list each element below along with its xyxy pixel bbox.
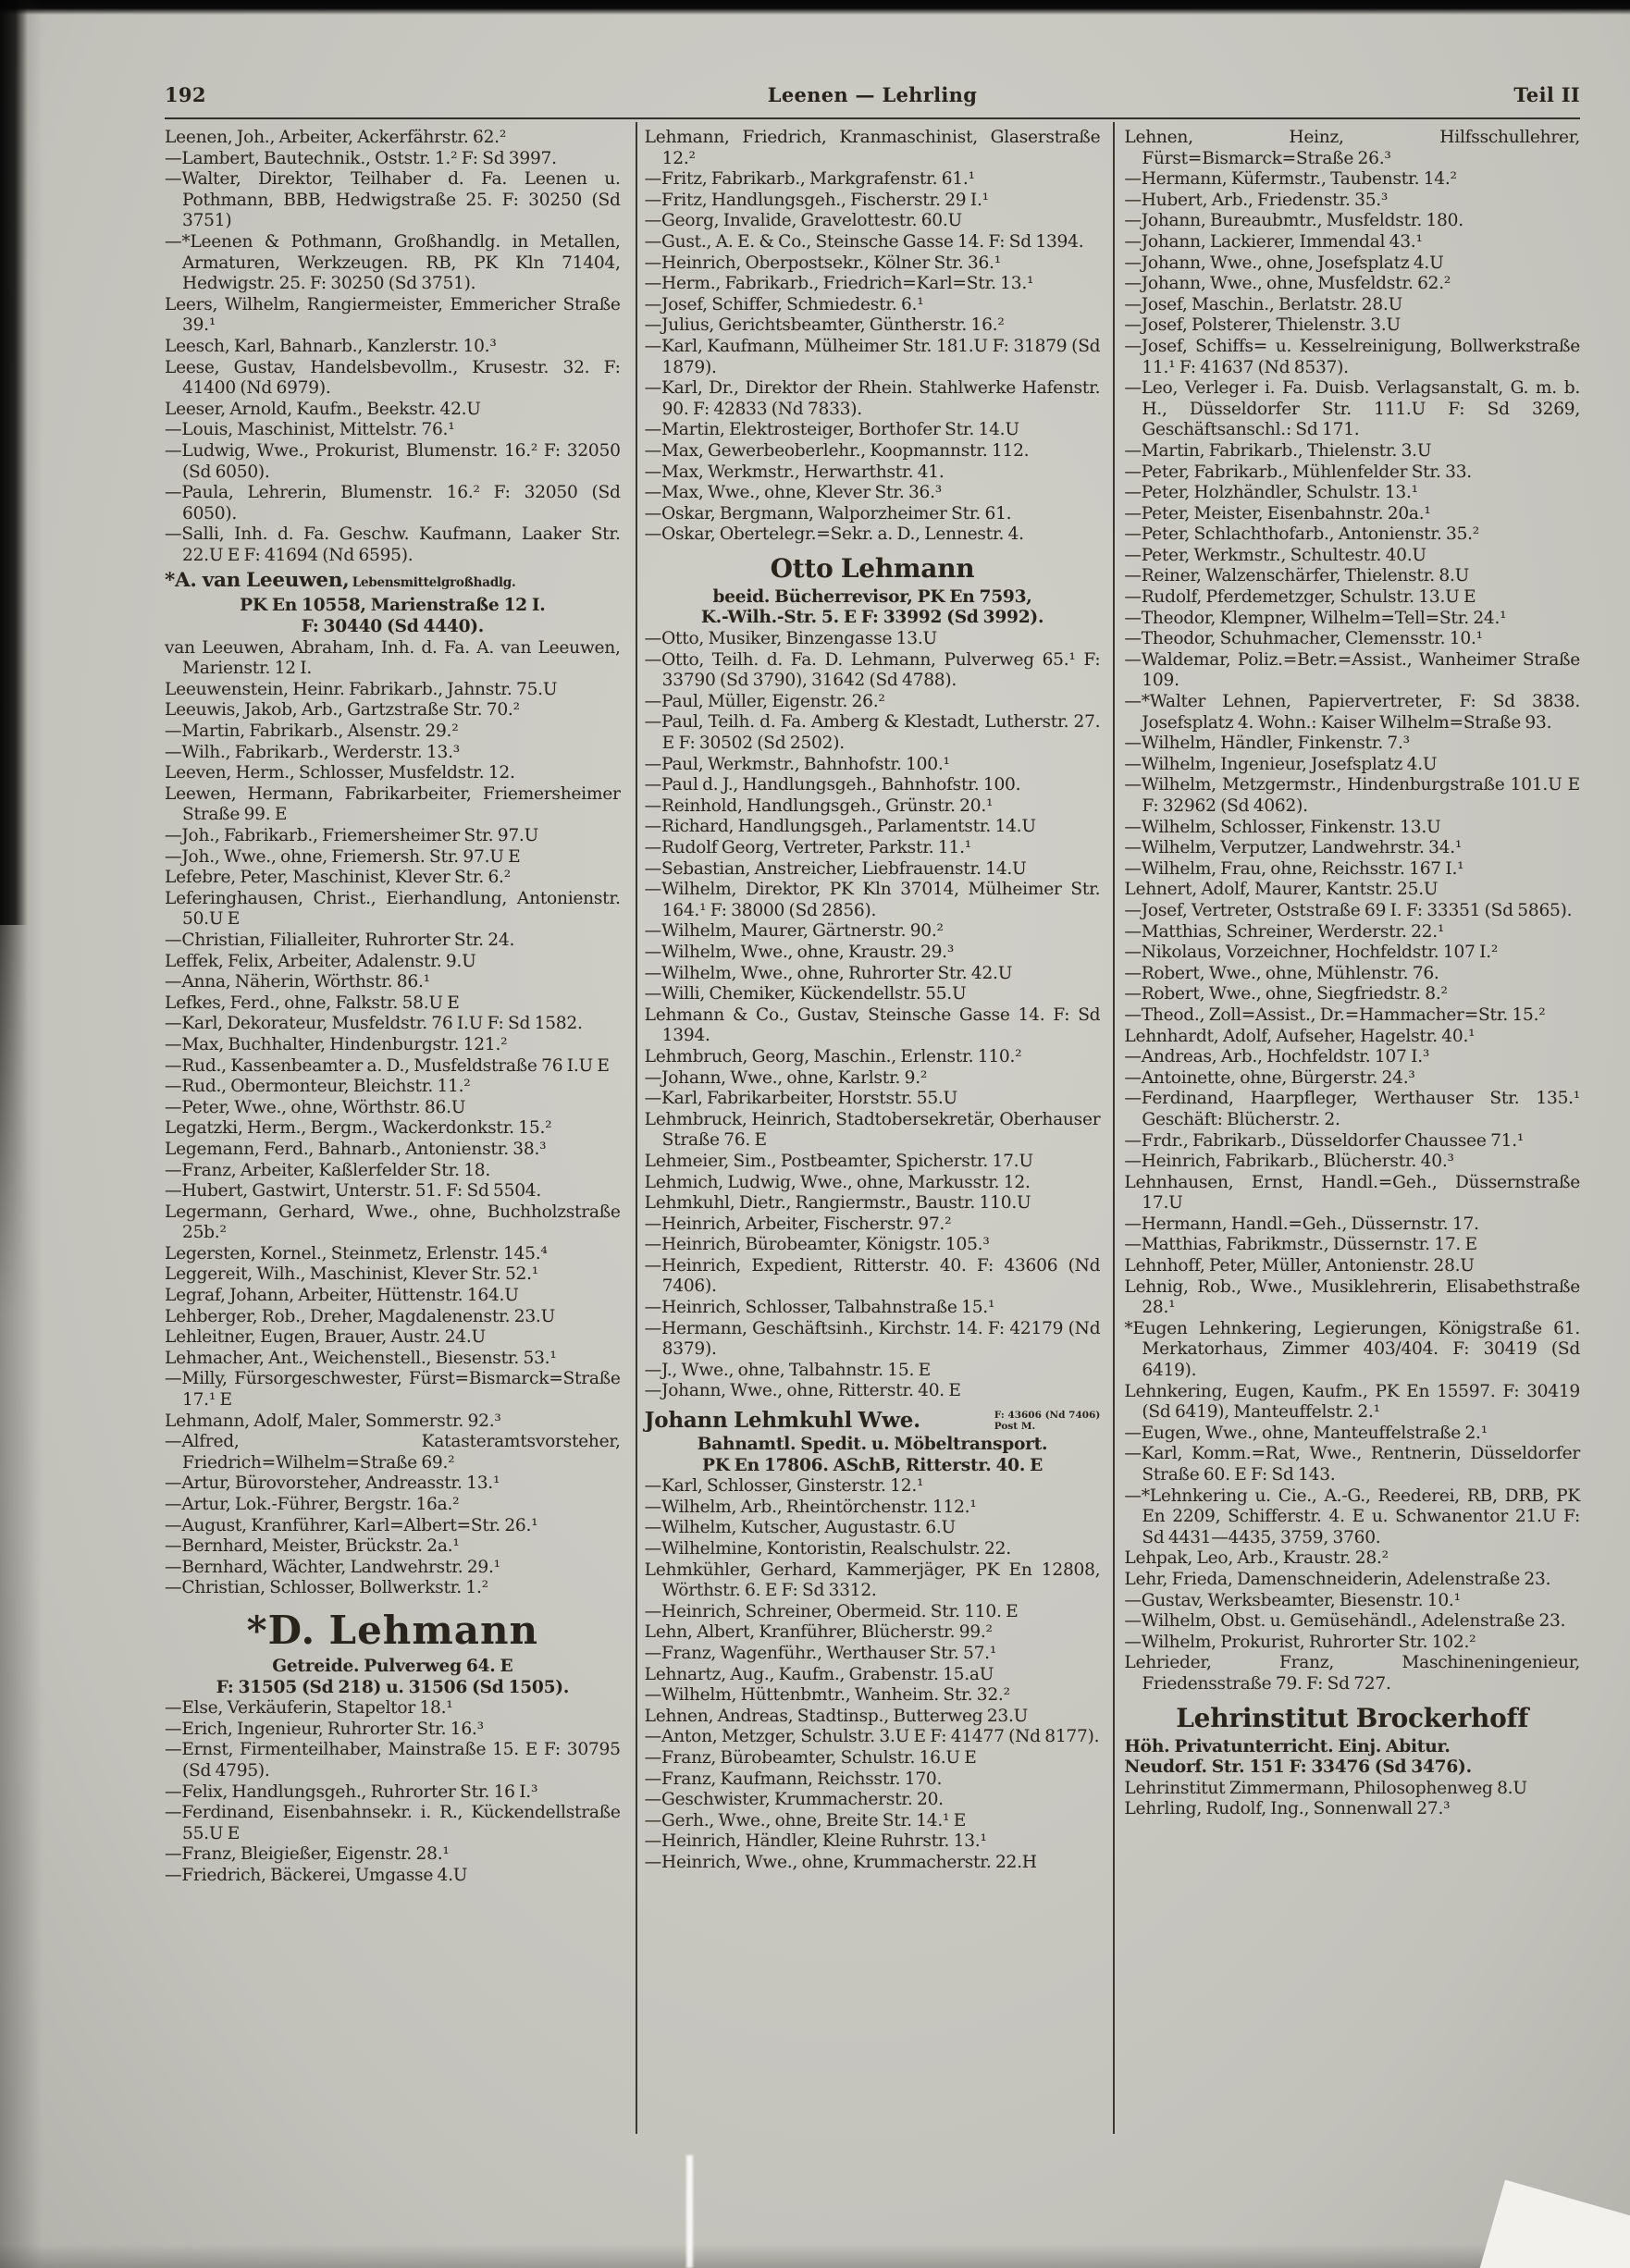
directory-entry: —Wilhelm, Maurer, Gärtnerstr. 90.² <box>644 921 944 942</box>
directory-entry: Lehpak, Leo, Arb., Kraustr. 28.² <box>1124 1548 1389 1569</box>
directory-columns <box>165 128 1580 1887</box>
directory-entry: —Wilhelm, Metzgermstr., Hindenburgstraße 101.U E F: 32962 (Sd 4062). <box>1124 775 1581 816</box>
directory-entry: Lefebre, Peter, Maschinist, Klever Str. 6.² <box>165 868 511 888</box>
directory-entry: —*Walter Lehnen, Papiervertreter, F: Sd 3838. Josefsplatz 4. Wohn.: Kaiser Wilhelm=Straße 93. <box>1124 692 1581 733</box>
directory-entry: —Johann, Wwe., ohne, Karlstr. 9.² <box>644 1067 928 1088</box>
directory-entry: —Paul d. J., Handlungsgeh., Bahnhofstr. 100. <box>644 775 1021 795</box>
directory-entry: —Artur, Bürovorsteher, Andreasstr. 13.¹ <box>165 1473 500 1494</box>
directory-entry: —Reiner, Walzenschärfer, Thielenstr. 8.U <box>1124 566 1470 586</box>
directory-entry: —Louis, Maschinist, Mittelstr. 76.¹ <box>165 420 455 440</box>
directory-entry: —Wilhelm, Ingenieur, Josefsplatz 4.U <box>1124 754 1438 774</box>
directory-entry: —Paula, Lehrerin, Blumenstr. 16.² F: 32050 (Sd 6050). <box>165 483 621 524</box>
directory-entry: Leenen, Joh., Arbeiter, Ackerfährstr. 62.² <box>165 128 507 147</box>
directory-entry: Lehn, Albert, Kranführer, Blücherstr. 99.² <box>644 1622 993 1643</box>
directory-entry: —Heinrich, Schlosser, Talbahnstraße 15.¹ <box>644 1298 995 1318</box>
scan-edge-left <box>0 0 28 925</box>
header-rule <box>165 117 1580 119</box>
directory-entry: Lehleitner, Eugen, Brauer, Austr. 24.U <box>165 1327 486 1348</box>
directory-entry: —Sebastian, Anstreicher, Liebfrauenstr. 14.U <box>644 858 1027 879</box>
firm-heading-text: Johann Lehmkuhl Wwe. <box>644 1408 920 1434</box>
directory-entry: —Franz, Arbeiter, Kaßlerfelder Str. 18. <box>165 1160 491 1180</box>
directory-entry: —*Lehnkering u. Cie., A.-G., Reederei, RB, DRB, PK En 2209, Schifferstr. 4. E u. Schwanentor 21.U F: Sd 4431—4435, 3759, 3760. <box>1124 1485 1581 1547</box>
directory-entry: Lefkes, Ferd., ohne, Falkstr. 58.U E <box>165 992 460 1013</box>
directory-entry: —Alfred, Katasteramtsvorsteher, Friedrich=Wilhelm=Straße 69.² <box>165 1432 621 1473</box>
directory-entry: —Peter, Meister, Eisenbahnstr. 20a.¹ <box>1124 503 1431 524</box>
directory-entry: —Franz, Bleigießer, Eigenstr. 28.¹ <box>165 1844 450 1865</box>
directory-entry: —Theodor, Klempner, Wilhelm=Tell=Str. 24.¹ <box>1124 608 1507 628</box>
directory-entry: Lehnhoff, Peter, Müller, Antonienstr. 28.U <box>1124 1256 1475 1276</box>
directory-entry: —Josef, Maschin., Berlatstr. 28.U <box>1124 294 1403 314</box>
directory-entry: —Bernhard, Meister, Brückstr. 2a.¹ <box>165 1536 460 1557</box>
directory-entry: —Fritz, Fabrikarb., Markgrafenstr. 61.¹ <box>644 169 975 190</box>
directory-entry: —Bernhard, Wächter, Landwehrstr. 29.¹ <box>165 1557 500 1577</box>
scan-edge-left-fade <box>0 925 28 1313</box>
directory-entry: —Joh., Wwe., ohne, Friemersh. Str. 97.U E <box>165 846 521 867</box>
directory-entry: —Martin, Fabrikarb., Alsenstr. 29.² <box>165 721 459 742</box>
directory-entry: —Wilhelm, Obst. u. Gemüsehändl., Adelenstraße 23. <box>1124 1611 1566 1632</box>
firm-heading-text: *A. van Leeuwen, <box>165 569 350 593</box>
directory-entry: —Johann, Wwe., ohne, Ritterstr. 40. E <box>644 1381 961 1401</box>
firm-heading-lehmkuhl <box>645 1402 1101 1435</box>
directory-entry: Lehnhardt, Adolf, Aufseher, Hagelstr. 40.¹ <box>1124 1026 1476 1046</box>
firm-heading-note: F: 43606 (Nd 7406) Post M. <box>994 1410 1101 1432</box>
directory-entry: —Johann, Lackierer, Immendal 43.¹ <box>1124 231 1423 252</box>
scan-streak-artifact <box>686 2155 693 2268</box>
directory-entry: —Wilhelm, Direktor, PK Kln 37014, Mülheimer Str. 164.¹ F: 38000 (Sd 2856). <box>644 880 1101 920</box>
directory-entry: —Max, Buchhalter, Hindenburgstr. 121.² <box>165 1034 508 1054</box>
directory-entry: —Max, Gewerbeoberlehr., Koopmannstr. 112. <box>644 440 1030 461</box>
directory-entry: —Peter, Schlachthofarb., Antonienstr. 35.² <box>1124 524 1480 545</box>
directory-entry: Lehmann, Adolf, Maler, Sommerstr. 92.³ <box>165 1411 501 1431</box>
directory-entry: —Heinrich, Arbeiter, Fischerstr. 97.² <box>644 1214 952 1234</box>
directory-entry: Lehrling, Rudolf, Ing., Sonnenwall 27.³ <box>1124 1799 1451 1819</box>
directory-entry: Legatzki, Herm., Bergm., Wackerdonkstr. 15.² <box>165 1118 552 1139</box>
directory-entry: *Eugen Lehnkering, Legierungen, Königstraße 61. Merkatorhaus, Zimmer 403/404. F: 30419 (Sd 6419). <box>1124 1318 1581 1381</box>
directory-entry: Leeuwenstein, Heinr. Fabrikarb., Jahnstr. 75.U <box>165 679 558 699</box>
directory-entry: —Felix, Handlungsgeh., Ruhrorter Str. 16 I.³ <box>165 1781 538 1802</box>
directory-entry: —August, Kranführer, Karl=Albert=Str. 26.¹ <box>165 1515 538 1535</box>
directory-entry: F: 30440 (Sd 4440). <box>301 617 485 637</box>
directory-entry: —Christian, Schlosser, Bollwerkstr. 1.² <box>165 1578 488 1598</box>
directory-entry: —Lambert, Bautechnik., Oststr. 1.² F: Sd 3997. <box>165 148 557 168</box>
directory-entry: —Wilhelmine, Kontoristin, Realschulstr. 22. <box>644 1539 1011 1559</box>
directory-entry: —Willi, Chemiker, Kückendellstr. 55.U <box>644 984 967 1005</box>
directory-entry: Lehrieder, Franz, Maschineningenieur, Friedensstraße 79. F: Sd 727. <box>1124 1653 1581 1694</box>
directory-entry: —Oskar, Bergmann, Walporzheimer Str. 61. <box>644 503 1012 524</box>
directory-entry: Legersten, Kornel., Steinmetz, Erlenstr. 145.⁴ <box>165 1243 548 1263</box>
directory-column-1 <box>165 128 621 1887</box>
directory-entry: —Herm., Fabrikarb., Friedrich=Karl=Str. 13.¹ <box>644 274 1034 294</box>
directory-entry: —Robert, Wwe., ohne, Mühlenstr. 76. <box>1124 963 1439 983</box>
directory-entry: PK En 10558, Marienstraße 12 I. <box>240 596 546 616</box>
directory-entry: Leeuwis, Jakob, Arb., Gartzstraße Str. 70.² <box>165 700 520 721</box>
directory-entry: Leese, Gustav, Handelsbevollm., Krusestr. 32. F: 41400 (Nd 6979). <box>165 357 621 399</box>
directory-entry: Lehmacher, Ant., Weichenstell., Biesenstr. 53.¹ <box>165 1348 557 1368</box>
directory-entry: —Josef, Schiffer, Schmiedestr. 6.¹ <box>644 294 924 314</box>
directory-entry: —Karl, Dr., Direktor der Rhein. Stahlwerke Hafenstr. 90. F: 42833 (Nd 7833). <box>644 378 1101 419</box>
directory-entry: Lehmbruck, Heinrich, Stadtobersekretär, Oberhauser Straße 76. E <box>644 1109 1101 1151</box>
directory-entry: Neudorf. Str. 151 F: 33476 (Sd 3476). <box>1124 1757 1472 1778</box>
directory-entry: —Rud., Kassenbeamter a. D., Musfeldstraße 76 I.U E <box>165 1055 610 1076</box>
directory-entry: van Leeuwen, Abraham, Inh. d. Fa. A. van Leeuwen, Marienstr. 12 I. <box>165 637 621 679</box>
directory-entry: —Johann, Bureaubmtr., Musfeldstr. 180. <box>1124 211 1463 231</box>
directory-entry: —Salli, Inh. d. Fa. Geschw. Kaufmann, Laaker Str. 22.U E F: 41694 (Nd 6595). <box>165 524 621 565</box>
directory-entry: Leers, Wilhelm, Rangiermeister, Emmericher Straße 39.¹ <box>165 294 621 336</box>
directory-entry: —Leo, Verleger i. Fa. Duisb. Verlagsanstalt, G. m. b. H., Düsseldorfer Str. 111.U F: Sd 3269, Geschäftsanschl.: Sd 171. <box>1124 378 1581 440</box>
directory-entry: —Hermann, Küfermstr., Taubenstr. 14.² <box>1124 169 1457 190</box>
running-title: Leenen — Lehrling <box>767 83 978 106</box>
directory-entry: —Christian, Filialleiter, Ruhrorter Str. 24. <box>165 930 515 950</box>
directory-entry: —Milly, Fürsorgeschwester, Fürst=Bismarck=Straße 17.¹ E <box>165 1369 621 1411</box>
directory-entry: Lehnen, Andreas, Stadtinsp., Butterweg 23.U <box>644 1706 1029 1726</box>
directory-entry: —Josef, Polsterer, Thielenstr. 3.U <box>1124 315 1401 336</box>
directory-entry: —Karl, Komm.=Rat, Wwe., Rentnerin, Düsseldorfer Straße 60. E F: Sd 143. <box>1124 1444 1581 1485</box>
directory-entry: —Andreas, Arb., Hochfeldstr. 107 I.³ <box>1124 1047 1430 1067</box>
directory-entry: —Waldemar, Poliz.=Betr.=Assist., Wanheimer Straße 109. <box>1124 649 1581 691</box>
directory-entry: —Anna, Näherin, Wörthstr. 86.¹ <box>165 972 430 992</box>
directory-entry: —Julius, Gerichtsbeamter, Güntherstr. 16.² <box>644 315 1005 336</box>
directory-entry: —Karl, Schlosser, Ginsterstr. 12.¹ <box>644 1476 924 1497</box>
directory-entry: Lehmkühler, Gerhard, Kammerjäger, PK En 12808, Wörthstr. 6. E F: Sd 3312. <box>644 1559 1101 1601</box>
directory-entry: —Wilhelm, Hüttenbmtr., Wanheim. Str. 32.² <box>644 1685 1010 1706</box>
directory-entry: —Johann, Wwe., ohne, Josefsplatz 4.U <box>1124 253 1444 273</box>
directory-entry: Leffek, Felix, Arbeiter, Adalenstr. 9.U <box>165 951 476 971</box>
directory-entry: Leggereit, Wilh., Maschinist, Klever Str. 52.¹ <box>165 1264 538 1285</box>
directory-entry: —Antoinette, ohne, Bürgerstr. 24.³ <box>1124 1067 1415 1088</box>
directory-entry: Lehmbruch, Georg, Maschin., Erlenstr. 110.² <box>644 1046 1022 1066</box>
directory-entry: —Wilhelm, Wwe., ohne, Ruhrorter Str. 42.U <box>644 963 1013 983</box>
directory-entry: —Wilh., Fabrikarb., Werderstr. 13.³ <box>165 742 460 762</box>
directory-entry: —Erich, Ingenieur, Ruhrorter Str. 16.³ <box>165 1719 484 1739</box>
directory-entry: Leeser, Arnold, Kaufm., Beekstr. 42.U <box>165 399 481 419</box>
directory-entry: —Peter, Holzhändler, Schulstr. 13.¹ <box>1124 483 1418 503</box>
directory-entry: —Heinrich, Oberpostsekr., Kölner Str. 36.¹ <box>644 253 1001 273</box>
directory-entry: —Peter, Wwe., ohne, Wörthstr. 86.U <box>165 1097 466 1117</box>
directory-entry: —Wilhelm, Verputzer, Landwehrstr. 34.¹ <box>1124 838 1463 858</box>
directory-entry: —Georg, Invalide, Gravelottestr. 60.U <box>644 211 962 231</box>
directory-entry: —Heinrich, Schreiner, Obermeid. Str. 110. E <box>644 1601 1019 1621</box>
directory-entry: —Theodor, Schuhmacher, Clemensstr. 10.¹ <box>1124 629 1483 649</box>
directory-entry: Lehrinstitut Zimmermann, Philosophenweg 8.U <box>1124 1778 1527 1798</box>
directory-entry: PK En 17806. ASchB, Ritterstr. 40. E <box>702 1455 1043 1475</box>
directory-entry: Lehnert, Adolf, Maurer, Kantstr. 25.U <box>1124 880 1439 900</box>
directory-entry: —Joh., Fabrikarb., Friemersheimer Str. 97.U <box>165 826 539 845</box>
directory-entry: Leferinghausen, Christ., Eierhandlung, Antonienstr. 50.U E <box>165 888 621 930</box>
scan-edge-top <box>0 0 1630 15</box>
directory-entry: —Paul, Teilh. d. Fa. Amberg & Klestadt, Lutherstr. 27. E F: 30502 (Sd 2502). <box>644 712 1101 754</box>
directory-entry: —Wilhelm, Frau, ohne, Reichsstr. 167 I.¹ <box>1124 858 1464 879</box>
directory-entry: —Nikolaus, Vorzeichner, Hochfeldstr. 107 I.² <box>1124 943 1499 963</box>
directory-entry: —Wilhelm, Arb., Rheintörchenstr. 112.¹ <box>644 1497 977 1517</box>
directory-entry: —Else, Verkäuferin, Stapeltor 18.¹ <box>165 1698 453 1719</box>
directory-entry: —Otto, Musiker, Binzengasse 13.U <box>644 629 937 649</box>
directory-entry: —Matthias, Schreiner, Werderstr. 22.¹ <box>1124 921 1445 942</box>
directory-entry: —Max, Werkmstr., Herwarthstr. 41. <box>644 462 945 482</box>
directory-entry: —Wilhelm, Schlosser, Finkenstr. 13.U <box>1124 817 1441 837</box>
directory-entry: Lehmann & Co., Gustav, Steinsche Gasse 14. F: Sd 1394. <box>644 1005 1101 1046</box>
directory-entry: F: 31505 (Sd 218) u. 31506 (Sd 1505). <box>216 1677 570 1697</box>
firm-heading-d-lehmann: *D. Lehmann <box>246 1607 539 1653</box>
directory-entry: Legemann, Ferd., Bahnarb., Antonienstr. 38.³ <box>165 1139 547 1159</box>
directory-entry: Lehberger, Rob., Dreher, Magdalenenstr. 23.U <box>165 1306 556 1326</box>
directory-entry: Lehmkuhl, Dietr., Rangiermstr., Baustr. 110.U <box>644 1193 1031 1214</box>
directory-entry: —Otto, Teilh. d. Fa. D. Lehmann, Pulverweg 65.¹ F: 33790 (Sd 3790), 31642 (Sd 4788). <box>644 649 1101 691</box>
directory-entry: —Peter, Werkmstr., Schultestr. 40.U <box>1124 545 1426 565</box>
directory-entry: —Wilhelm, Wwe., ohne, Kraustr. 29.³ <box>644 942 955 962</box>
directory-entry: Legraf, Johann, Arbeiter, Hüttenstr. 164.U <box>165 1286 519 1306</box>
directory-entry: —Paul, Werkmstr., Bahnhofstr. 100.¹ <box>644 754 950 774</box>
directory-entry: —Ferdinand, Haarpfleger, Werthauser Str. 135.¹ Geschäft: Blücherstr. 2. <box>1124 1089 1581 1129</box>
directory-entry: —Walter, Direktor, Teilhaber d. Fa. Leenen u. Pothmann, BBB, Hedwigstraße 25. F: 30250 (Sd 3751) <box>165 169 621 231</box>
directory-entry: —Oskar, Obertelegr.=Sekr. a. D., Lennestr. 4. <box>644 524 1024 545</box>
directory-entry: —Johann, Wwe., ohne, Musfeldstr. 62.² <box>1124 274 1451 294</box>
directory-entry: —Artur, Lok.-Führer, Bergstr. 16a.² <box>165 1495 460 1514</box>
directory-entry: —Ernst, Firmenteilhaber, Mainstraße 15. E F: 30795 (Sd 4795). <box>165 1740 621 1781</box>
scan-corner-sliver <box>1477 2180 1630 2268</box>
directory-entry: —Josef, Schiffs= u. Kesselreinigung, Bollwerkstraße 11.¹ F: 41637 (Nd 8537). <box>1124 336 1581 377</box>
directory-column-3 <box>1124 128 1580 1887</box>
directory-entry: —Richard, Handlungsgeh., Parlamentstr. 14.U <box>644 817 1036 837</box>
directory-entry: Lehnen, Heinz, Hilfsschullehrer, Fürst=Bismarck=Straße 26.³ <box>1124 128 1581 168</box>
directory-entry: —Fritz, Handlungsgeh., Fischerstr. 29 I.¹ <box>644 190 989 210</box>
directory-entry: —Franz, Kaufmann, Reichsstr. 170. <box>644 1769 943 1789</box>
directory-entry: —Gust., A. E. & Co., Steinsche Gasse 14. F: Sd 1394. <box>644 231 1084 252</box>
firm-heading-otto-lehmann: Otto Lehmann <box>770 552 975 584</box>
firm-heading-van-leeuwen <box>165 566 621 596</box>
directory-entry: Lehmann, Friedrich, Kranmaschinist, Glaserstraße 12.² <box>644 128 1101 168</box>
directory-entry: —Reinhold, Handlungsgeh., Grünstr. 20.¹ <box>644 795 994 816</box>
directory-entry: Höh. Privatunterricht. Einj. Abitur. <box>1124 1736 1451 1756</box>
directory-entry: —Heinrich, Bürobeamter, Königstr. 105.³ <box>644 1235 990 1255</box>
directory-entry: —Franz, Bürobeamter, Schulstr. 16.U E <box>644 1747 977 1768</box>
directory-entry: —Josef, Vertreter, Oststraße 69 I. F: 33351 (Sd 5865). <box>1124 900 1573 920</box>
directory-entry: —Geschwister, Krummacherstr. 20. <box>644 1790 944 1810</box>
directory-entry: —Robert, Wwe., ohne, Siegfriedstr. 8.² <box>1124 984 1448 1005</box>
directory-entry: —Gerh., Wwe., ohne, Breite Str. 14.¹ E <box>644 1810 967 1830</box>
directory-entry: —Karl, Dekorateur, Musfeldstr. 76 I.U F: Sd 1582. <box>165 1014 583 1034</box>
directory-entry: —Anton, Metzger, Schulstr. 3.U E F: 41477 (Nd 8177). <box>644 1727 1100 1747</box>
firm-heading-descriptor: Lebensmittelgroßhadlg. <box>349 575 516 591</box>
directory-entry: —Gustav, Werksbeamter, Biesenstr. 10.¹ <box>1124 1590 1461 1610</box>
directory-entry: —Heinrich, Wwe., ohne, Krummacherstr. 22.H <box>644 1852 1037 1872</box>
directory-entry: —Peter, Fabrikarb., Mühlenfelder Str. 33. <box>1124 462 1472 482</box>
page-number: 192 <box>165 83 206 106</box>
page-header <box>165 83 1580 106</box>
directory-entry: Leewen, Hermann, Fabrikarbeiter, Friemersheimer Straße 99. E <box>165 783 621 825</box>
directory-entry: Lehnkering, Eugen, Kaufm., PK En 15597. F: 30419 (Sd 6419), Manteuffelstr. 2.¹ <box>1124 1381 1581 1423</box>
directory-entry: Lehmeier, Sim., Postbeamter, Spicherstr. 17.U <box>644 1151 1033 1171</box>
directory-entry: —J., Wwe., ohne, Talbahnstr. 15. E <box>644 1360 931 1380</box>
directory-entry: Lehnhausen, Ernst, Handl.=Geh., Düssernstraße 17.U <box>1124 1172 1581 1214</box>
directory-entry: —Franz, Wagenführ., Werthauser Str. 57.¹ <box>644 1643 997 1663</box>
directory-entry: Lehnartz, Aug., Kaufm., Grabenstr. 15.aU <box>644 1664 994 1684</box>
directory-entry: —Heinrich, Fabrikarb., Blücherstr. 40.³ <box>1124 1152 1454 1172</box>
directory-entry: —Eugen, Wwe., ohne, Manteuffelstraße 2.¹ <box>1124 1423 1488 1443</box>
directory-entry: Lehmich, Ludwig, Wwe., ohne, Markusstr. 12. <box>644 1172 1031 1192</box>
directory-entry: —Hermann, Handl.=Geh., Düssernstr. 17. <box>1124 1214 1479 1234</box>
directory-entry: Getreide. Pulverweg 64. E <box>272 1656 513 1676</box>
directory-entry: —Wilhelm, Händler, Finkenstr. 7.³ <box>1124 733 1410 754</box>
directory-entry: —Rudolf, Pferdemetzger, Schulstr. 13.U E <box>1124 587 1476 608</box>
directory-entry: —Hermann, Geschäftsinh., Kirchstr. 14. F: 42179 (Nd 8379). <box>644 1318 1101 1360</box>
directory-entry: —Heinrich, Expedient, Ritterstr. 40. F: 43606 (Nd 7406). <box>644 1255 1101 1297</box>
firm-heading-brockerhoff: Lehrinstitut Brockerhoff <box>1176 1702 1529 1733</box>
directory-entry: —Martin, Elektrosteiger, Borthofer Str. 14.U <box>644 420 1019 440</box>
directory-entry: Leeven, Herm., Schlosser, Musfeldstr. 12. <box>165 763 515 783</box>
directory-entry: —Hubert, Arb., Friedenstr. 35.³ <box>1124 190 1389 210</box>
directory-entry: —Ferdinand, Eisenbahnsekr. i. R., Kückendellstraße 55.U E <box>165 1803 621 1843</box>
directory-entry: —Max, Wwe., ohne, Klever Str. 36.³ <box>644 483 942 503</box>
directory-entry: —Heinrich, Händler, Kleine Ruhrstr. 13.¹ <box>644 1831 987 1852</box>
section-label: Teil II <box>1513 83 1580 106</box>
scan-edge-bottom <box>0 2244 1630 2268</box>
directory-entry: —Martin, Fabrikarb., Thielenstr. 3.U <box>1124 440 1432 461</box>
directory-entry: —Hubert, Gastwirt, Unterstr. 51. F: Sd 5504. <box>165 1181 542 1202</box>
directory-entry: —Ludwig, Wwe., Prokurist, Blumenstr. 16.² F: 32050 (Sd 6050). <box>165 440 621 482</box>
directory-entry: —Wilhelm, Prokurist, Ruhrorter Str. 102.² <box>1124 1632 1476 1652</box>
directory-entry: Leesch, Karl, Bahnarb., Kanzlerstr. 10.³ <box>165 336 497 356</box>
directory-entry: Legermann, Gerhard, Wwe., ohne, Buchholzstraße 25b.² <box>165 1202 621 1243</box>
directory-entry: Lehnig, Rob., Wwe., Musiklehrerin, Elisabethstraße 28.¹ <box>1124 1276 1581 1318</box>
directory-entry: —Karl, Fabrikarbeiter, Horststr. 55.U <box>644 1089 957 1109</box>
directory-entry: —*Leenen & Pothmann, Großhandlg. in Metallen, Armaturen, Werkzeugen. RB, PK Kln 71404, Hedwigstr. 25. F: 30250 (Sd 3751). <box>165 231 621 294</box>
directory-column-2 <box>645 128 1101 1887</box>
directory-entry: —Rudolf Georg, Vertreter, Parkstr. 11.¹ <box>644 838 971 857</box>
directory-entry: —Theod., Zoll=Assist., Dr.=Hammacher=Str. 15.² <box>1124 1005 1546 1025</box>
directory-entry: —Rud., Obermonteur, Bleichstr. 11.² <box>165 1077 471 1097</box>
directory-entry: —Wilhelm, Kutscher, Augustastr. 6.U <box>644 1518 956 1538</box>
directory-entry: —Paul, Müller, Eigenstr. 26.² <box>644 691 885 711</box>
directory-entry: Bahnamtl. Spedit. u. Möbeltransport. <box>697 1435 1048 1455</box>
directory-entry: beeid. Bücherrevisor, PK En 7593, <box>712 586 1032 607</box>
directory-entry: —Frdr., Fabrikarb., Düsseldorfer Chaussee 71.¹ <box>1124 1130 1525 1151</box>
directory-entry: K.-Wilh.-Str. 5. E F: 33992 (Sd 3992). <box>700 608 1044 628</box>
directory-entry: —Matthias, Fabrikmstr., Düssernstr. 17. E <box>1124 1235 1477 1255</box>
directory-entry: —Karl, Kaufmann, Mülheimer Str. 181.U F: 31879 (Sd 1879). <box>644 336 1101 377</box>
directory-entry: Lehr, Frieda, Damenschneiderin, Adelenstraße 23. <box>1124 1569 1551 1589</box>
directory-entry: —Friedrich, Bäckerei, Umgasse 4.U <box>165 1865 468 1885</box>
